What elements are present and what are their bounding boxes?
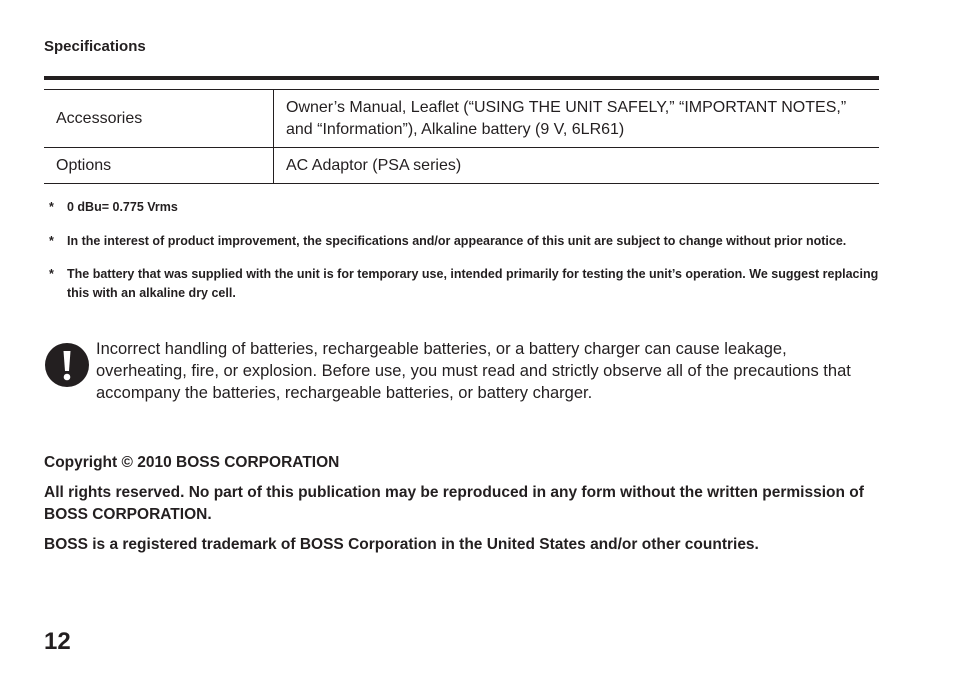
note-text: The battery that was supplied with the unit is for temporary use, intended primarily for testing the unit’s operation. We suggest replacing this with an alkaline dry cell. xyxy=(67,267,879,300)
section-title: Specifications xyxy=(44,38,146,55)
note-item xyxy=(44,265,884,302)
spec-label: Accessories xyxy=(44,90,274,148)
note-marker: * xyxy=(49,267,54,281)
note-item xyxy=(44,198,884,217)
note-text: 0 dBu= 0.775 Vrms xyxy=(67,200,178,214)
spec-value: AC Adaptor (PSA series) xyxy=(274,148,880,184)
spec-table xyxy=(44,89,879,184)
rights-statement: All rights reserved. No part of this publication may be reproduced in any form without the written permission of BOSS CORPORATION. xyxy=(44,484,864,523)
battery-warning xyxy=(44,338,879,404)
warning-text: Incorrect handling of batteries, rechargeable batteries, or a battery charger can cause leakage, overheating, fire, or explosion. Before use, you must read and strictly observe all of the precautions that accompany the batteries, rechargeable batteries, or battery charger. xyxy=(96,340,851,402)
note-marker: * xyxy=(49,200,54,214)
note-text: In the interest of product improvement, the specifications and/or appearance of this unit are subject to change without prior notice. xyxy=(67,233,847,248)
trademark-statement: BOSS is a registered trademark of BOSS Corporation in the United States and/or other countries. xyxy=(44,536,759,553)
spec-value xyxy=(274,90,880,148)
note-marker: * xyxy=(49,233,54,248)
table-row xyxy=(44,90,879,148)
copyright-line: Copyright © 2010 BOSS CORPORATION xyxy=(44,454,340,471)
spec-label: Options xyxy=(44,148,274,184)
exclamation-icon xyxy=(44,342,90,388)
copyright-block xyxy=(44,452,864,564)
page-number: 12 xyxy=(44,628,71,655)
notes-list xyxy=(44,198,884,317)
note-item xyxy=(44,232,884,251)
header-divider xyxy=(44,76,879,80)
table-row xyxy=(44,148,879,184)
spec-value-line: and “Information”), Alkaline battery (9 V, 6LR61) xyxy=(286,121,625,138)
spec-value-line: Owner’s Manual, Leaflet (“USING THE UNIT SAFELY,” “IMPORTANT NOTES,” xyxy=(286,99,847,116)
